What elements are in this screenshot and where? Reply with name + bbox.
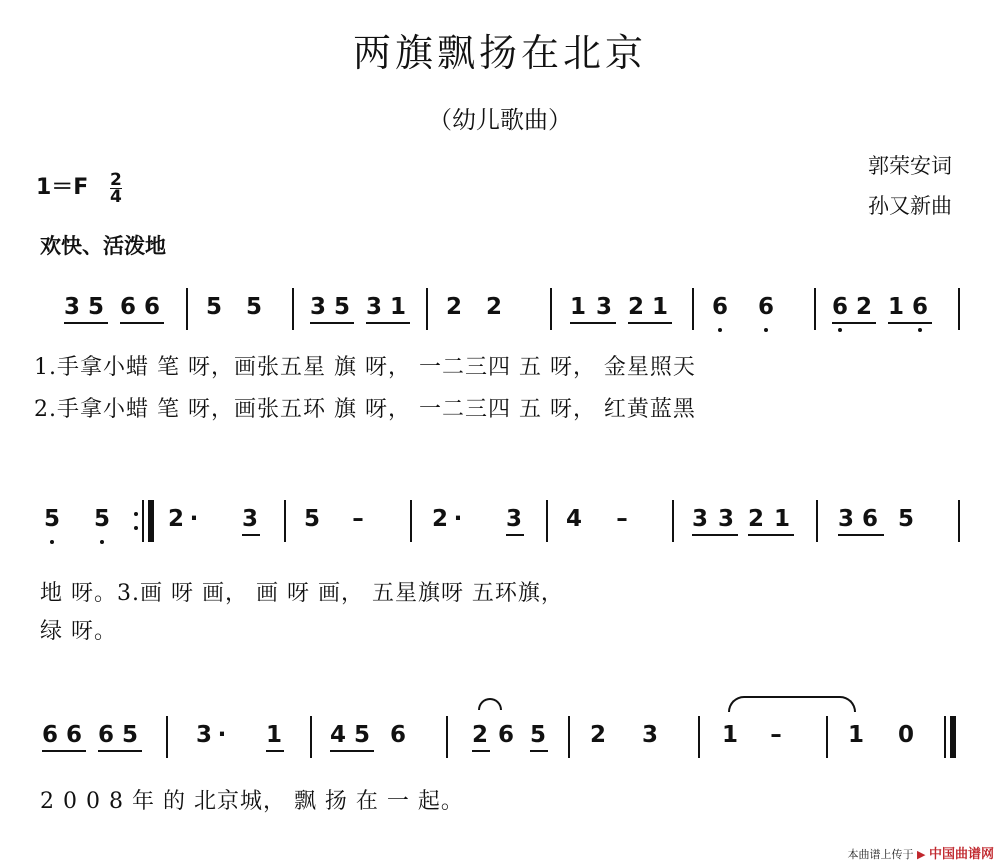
note: 5	[529, 722, 546, 748]
note: 5	[43, 506, 60, 532]
note: 3	[241, 506, 258, 532]
bar-line	[310, 716, 312, 758]
note: 3	[309, 294, 326, 320]
final-bar	[950, 716, 956, 758]
note: 5	[245, 294, 262, 320]
bar-line	[166, 716, 168, 758]
underline	[888, 322, 932, 324]
note: 2	[747, 506, 764, 532]
source-watermark	[848, 843, 994, 862]
note: 2	[167, 506, 184, 532]
note: 3	[63, 294, 80, 320]
tie-arc	[728, 696, 856, 712]
staff-row-1	[0, 288, 1000, 348]
underline	[628, 322, 672, 324]
note: 3	[717, 506, 734, 532]
note: 1	[847, 722, 864, 748]
note-dash: –	[770, 722, 782, 748]
bar-line	[292, 288, 294, 330]
bar-line	[958, 288, 960, 330]
bar-line	[692, 288, 694, 330]
watermark-logo: 中国曲谱网	[928, 847, 994, 862]
bar-line	[142, 500, 144, 542]
note: 4	[329, 722, 346, 748]
note: 2	[431, 506, 448, 532]
note: 3	[837, 506, 854, 532]
underline	[120, 322, 164, 324]
note: 1	[773, 506, 790, 532]
note: 5	[897, 506, 914, 532]
lyricist-credit: 郭荣安词	[868, 154, 952, 178]
note: 3	[365, 294, 382, 320]
note: 0	[897, 722, 914, 748]
bar-line	[698, 716, 700, 758]
bar-line	[814, 288, 816, 330]
bar-line	[550, 288, 552, 330]
note-dash: –	[616, 506, 628, 532]
underline	[330, 750, 374, 752]
bar-line	[446, 716, 448, 758]
note: 6	[861, 506, 878, 532]
underline	[838, 534, 884, 536]
watermark-text: 本曲谱上传于	[847, 848, 914, 861]
note-dot: ·	[453, 506, 463, 532]
note: 6	[41, 722, 58, 748]
note: 6	[143, 294, 160, 320]
note: 5	[93, 506, 110, 532]
note: 1	[721, 722, 738, 748]
tie-arc	[478, 698, 502, 710]
bar-line	[826, 716, 828, 758]
note: 6	[831, 294, 848, 320]
staff-row-2	[0, 500, 1000, 560]
note: 5	[333, 294, 350, 320]
note: 5	[205, 294, 222, 320]
time-numerator: 2	[110, 169, 122, 190]
note: 6	[711, 294, 728, 320]
note: 5	[303, 506, 320, 532]
note: 1	[887, 294, 904, 320]
lyric-verse-3: 地 呀。3.画 呀 画， 画 呀 画， 五星旗呀 五环旗，	[40, 581, 564, 606]
lyric-final: 2 0 0 8 年 的 北京城， 飘 扬 在 一 起。	[40, 789, 464, 814]
bar-line	[568, 716, 570, 758]
repeat-bar	[148, 500, 154, 542]
time-signature	[110, 169, 122, 207]
note: 3	[505, 506, 522, 532]
bar-line	[944, 716, 946, 758]
underline	[530, 750, 548, 752]
note: 3	[195, 722, 212, 748]
time-denominator: 4	[110, 186, 122, 207]
note-dot: ·	[217, 722, 227, 748]
composer-credit: 孙又新曲	[868, 194, 952, 218]
note: 2	[627, 294, 644, 320]
note: 3	[691, 506, 708, 532]
bar-line	[410, 500, 412, 542]
note: 4	[565, 506, 582, 532]
underline	[98, 750, 142, 752]
key-signature	[36, 170, 122, 205]
bar-line	[186, 288, 188, 330]
lyric-verse-1: 1.手拿小蜡 笔 呀，画张五星 旗 呀， 一二三四 五 呀， 金星照天	[34, 355, 696, 380]
underline	[506, 534, 524, 536]
note: 6	[389, 722, 406, 748]
underline	[64, 322, 108, 324]
underline	[42, 750, 86, 752]
bar-line	[284, 500, 286, 542]
tempo-marking: 欢快、活泼地	[40, 234, 166, 258]
note: 6	[757, 294, 774, 320]
underline	[748, 534, 794, 536]
note: 2	[471, 722, 488, 748]
note: 5	[87, 294, 104, 320]
note: 2	[855, 294, 872, 320]
bar-line	[546, 500, 548, 542]
note: 5	[121, 722, 138, 748]
key-label: 1＝F	[36, 175, 89, 200]
note: 2	[589, 722, 606, 748]
note: 2	[485, 294, 502, 320]
note: 1	[651, 294, 668, 320]
note-dash: –	[352, 506, 364, 532]
underline	[266, 750, 284, 752]
song-title: 两旗飘扬在北京	[352, 31, 647, 75]
staff-row-3	[0, 716, 1000, 776]
note: 6	[497, 722, 514, 748]
note: 3	[595, 294, 612, 320]
note: 5	[353, 722, 370, 748]
note: 6	[65, 722, 82, 748]
underline	[832, 322, 876, 324]
watermark-logo-icon: ▶	[917, 848, 926, 861]
underline	[366, 322, 410, 324]
bar-line	[426, 288, 428, 330]
note-dot: ·	[189, 506, 199, 532]
lyric-verse-2-end: 绿 呀。	[40, 619, 117, 644]
bar-line	[958, 500, 960, 542]
underline	[310, 322, 354, 324]
underline	[472, 750, 490, 752]
underline	[570, 322, 616, 324]
note: 1	[569, 294, 586, 320]
underline	[242, 534, 260, 536]
bar-line	[672, 500, 674, 542]
song-subtitle: （幼儿歌曲）	[428, 106, 572, 134]
underline	[692, 534, 738, 536]
note: 1	[389, 294, 406, 320]
note: 3	[641, 722, 658, 748]
note: 6	[97, 722, 114, 748]
note: 6	[119, 294, 136, 320]
bar-line	[816, 500, 818, 542]
note: 6	[911, 294, 928, 320]
note: 2	[445, 294, 462, 320]
note: 1	[265, 722, 282, 748]
lyric-verse-2: 2.手拿小蜡 笔 呀，画张五环 旗 呀， 一二三四 五 呀， 红黄蓝黑	[34, 397, 696, 422]
